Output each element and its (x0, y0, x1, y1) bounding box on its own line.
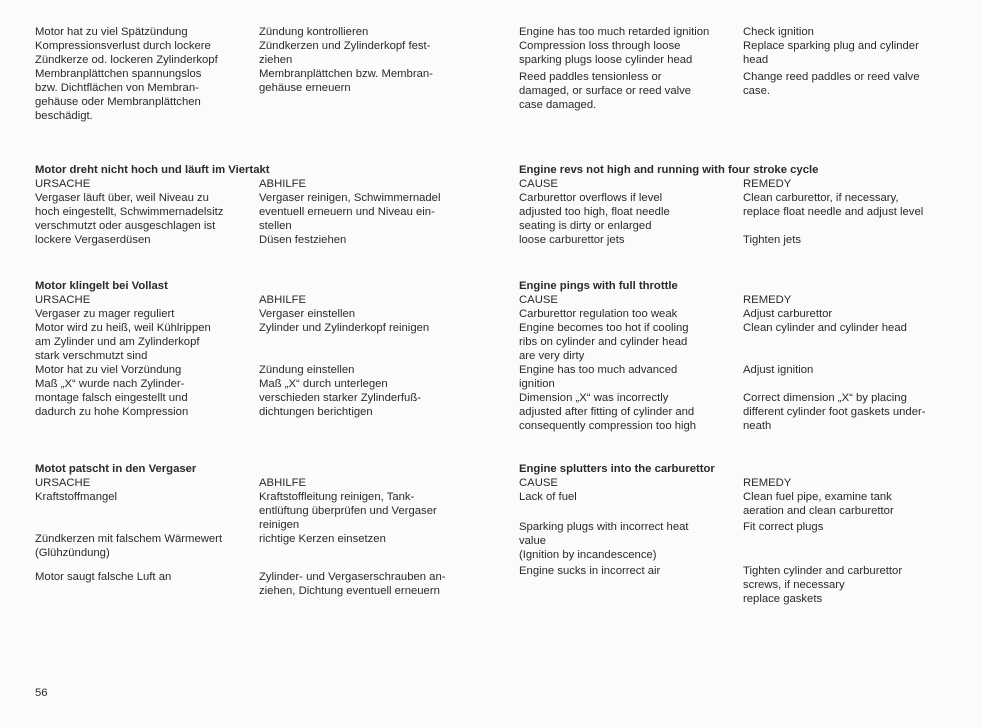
remedy-text: Adjust ignition (743, 364, 814, 376)
remedy-text: Fit correct plugs (743, 521, 824, 533)
cause-header: CAUSE (519, 477, 558, 489)
cause-text: Zündkerzen mit falschem Wärmewert (Glühzündung) (35, 533, 223, 559)
table-row (35, 307, 485, 321)
section-title: Motor dreht nicht hoch und läuft im Viertakt (35, 164, 270, 176)
remedy-header: ABHILFE (259, 294, 307, 306)
cause-text: Motor saugt falsche Luft an (35, 571, 172, 583)
cause-text: Maß „X“ wurde nach Zylinder- montage falsch eingestellt und dadurch zu hohe Kompression (35, 378, 189, 418)
en-section-2 (519, 279, 969, 433)
table-row (35, 363, 485, 377)
cause-text: Engine sucks in incorrect air (519, 565, 661, 577)
page-number: 56 (35, 687, 48, 699)
table-row (519, 307, 969, 321)
section-title: Engine revs not high and running with four stroke cycle (519, 164, 819, 176)
remedy-text: Zündkerzen und Zylinderkopf fest- ziehen (259, 40, 431, 66)
cause-text: lockere Vergaserdüsen (35, 234, 151, 246)
table-row (519, 363, 969, 391)
table-row (519, 520, 969, 562)
remedy-text: Zylinder- und Vergaserschrauben an- ziehen, Dichtung eventuell erneuern (259, 571, 446, 597)
cause-text: Kompressionsverlust durch lockere Zündkerze od. lockeren Zylinderkopf (35, 40, 218, 66)
de-section-1 (35, 163, 485, 247)
remedy-text: Check ignition (743, 26, 814, 38)
cause-text: loose carburettor jets (519, 234, 625, 246)
column-header-row (35, 476, 485, 490)
remedy-text: Zündung einstellen (259, 364, 355, 376)
section-title: Motot patscht in den Vergaser (35, 463, 197, 475)
cause-text: Sparking plugs with incorrect heat value (Ignition by incandescence) (519, 521, 689, 561)
table-row (35, 490, 485, 532)
table-row (519, 25, 969, 39)
table-row (35, 191, 485, 233)
section-title: Engine splutters into the carburettor (519, 463, 715, 475)
cause-text: Engine has too much advanced ignition (519, 364, 678, 390)
table-row (35, 233, 485, 247)
remedy-text: Clean carburettor, if necessary, replace float needle and adjust level (743, 192, 924, 218)
table-row (519, 233, 969, 247)
cause-header: CAUSE (519, 178, 558, 190)
section-title: Engine pings with full throttle (519, 280, 678, 292)
cause-text: Kraftstoffmangel (35, 491, 118, 503)
remedy-text: Replace sparking plug and cylinder head (743, 40, 919, 66)
remedy-text: Düsen festziehen (259, 234, 347, 246)
cause-text: Carburettor overflows if level adjusted too high, float needle seating is dirty or enlarged (519, 192, 670, 232)
en-section-3 (519, 462, 969, 606)
remedy-header: REMEDY (743, 178, 792, 190)
table-row (519, 39, 969, 67)
remedy-text: Maß „X“ durch unterlegen verschieden starker Zylinderfuß- dichtungen berichtigen (259, 378, 421, 418)
remedy-text: Adjust carburettor (743, 308, 833, 320)
cause-text: Carburettor regulation too weak (519, 308, 678, 320)
cause-text: Engine has too much retarded ignition (519, 26, 710, 38)
remedy-text: Membranplättchen bzw. Membran- gehäuse erneuern (259, 68, 433, 94)
remedy-text: Kraftstoffleitung reinigen, Tank- entlüftung überprüfen und Vergaser reinigen (259, 491, 437, 531)
table-row (35, 321, 485, 363)
cause-text: Lack of fuel (519, 491, 577, 503)
en-continued-section (519, 25, 969, 112)
column-header-row (519, 476, 969, 490)
table-row (519, 490, 969, 518)
cause-text: Engine becomes too hot if cooling ribs on cylinder and cylinder head are very dirty (519, 322, 689, 362)
cause-header: URSACHE (35, 178, 91, 190)
table-row (519, 564, 969, 606)
remedy-text: Zündung kontrollieren (259, 26, 369, 38)
cause-text: Motor hat zu viel Vorzündung (35, 364, 182, 376)
column-header-row (519, 293, 969, 307)
remedy-text: Vergaser reinigen, Schwimmernadel eventuell erneuern und Niveau ein- stellen (259, 192, 441, 232)
cause-header: CAUSE (519, 294, 558, 306)
table-row (35, 377, 485, 419)
cause-header: URSACHE (35, 294, 91, 306)
table-row (35, 67, 485, 123)
cause-text: Motor hat zu viel Spätzündung (35, 26, 188, 38)
table-row (35, 39, 485, 67)
cause-header: URSACHE (35, 477, 91, 489)
table-row (519, 391, 969, 433)
table-row (35, 25, 485, 39)
cause-text: Compression loss through loose sparking plugs loose cylinder head (519, 40, 693, 66)
remedy-header: ABHILFE (259, 477, 307, 489)
section-title: Motor klingelt bei Vollast (35, 280, 168, 292)
cause-text: Membranplättchen spannungslos bzw. Dichtflächen von Membran- gehäuse oder Membranplättchen beschädigt. (35, 68, 202, 122)
en-section-1 (519, 163, 969, 247)
cause-text: Dimension „X“ was incorrectly adjusted after fitting of cylinder and consequently compression too high (519, 392, 697, 432)
remedy-text: richtige Kerzen einsetzen (259, 533, 386, 545)
de-continued-section (35, 25, 485, 123)
table-row (519, 321, 969, 363)
remedy-header: REMEDY (743, 477, 792, 489)
cause-text: Vergaser zu mager reguliert (35, 308, 175, 320)
remedy-header: ABHILFE (259, 178, 307, 190)
remedy-text: Tighten cylinder and carburettor screws, if necessary replace gaskets (743, 565, 903, 605)
remedy-text: Clean fuel pipe, examine tank aeration and clean carburettor (743, 491, 894, 517)
table-row (35, 532, 485, 560)
remedy-text: Clean cylinder and cylinder head (743, 322, 907, 334)
remedy-header: REMEDY (743, 294, 792, 306)
cause-text: Vergaser läuft über, weil Niveau zu hoch eingestellt, Schwimmernadelsitz verschmutzt oder ausgeschlagen ist (35, 192, 224, 232)
cause-text: Reed paddles tensionless or damaged, or surface or reed valve case damaged. (519, 71, 692, 111)
remedy-text: Correct dimension „X“ by placing different cylinder foot gaskets under- neath (743, 392, 926, 432)
remedy-text: Vergaser einstellen (259, 308, 356, 320)
remedy-text: Zylinder und Zylinderkopf reinigen (259, 322, 430, 334)
cause-text: Motor wird zu heiß, weil Kühlrippen am Zylinder und am Zylinderkopf stark verschmutzt sind (35, 322, 211, 362)
column-header-row (35, 177, 485, 191)
remedy-text: Change reed paddles or reed valve case. (743, 71, 920, 97)
table-row (35, 570, 485, 598)
remedy-text: Tighten jets (743, 234, 801, 246)
column-header-row (519, 177, 969, 191)
column-header-row (35, 293, 485, 307)
table-row (519, 191, 969, 233)
de-section-3 (35, 462, 485, 598)
de-section-2 (35, 279, 485, 419)
table-row (519, 70, 969, 112)
